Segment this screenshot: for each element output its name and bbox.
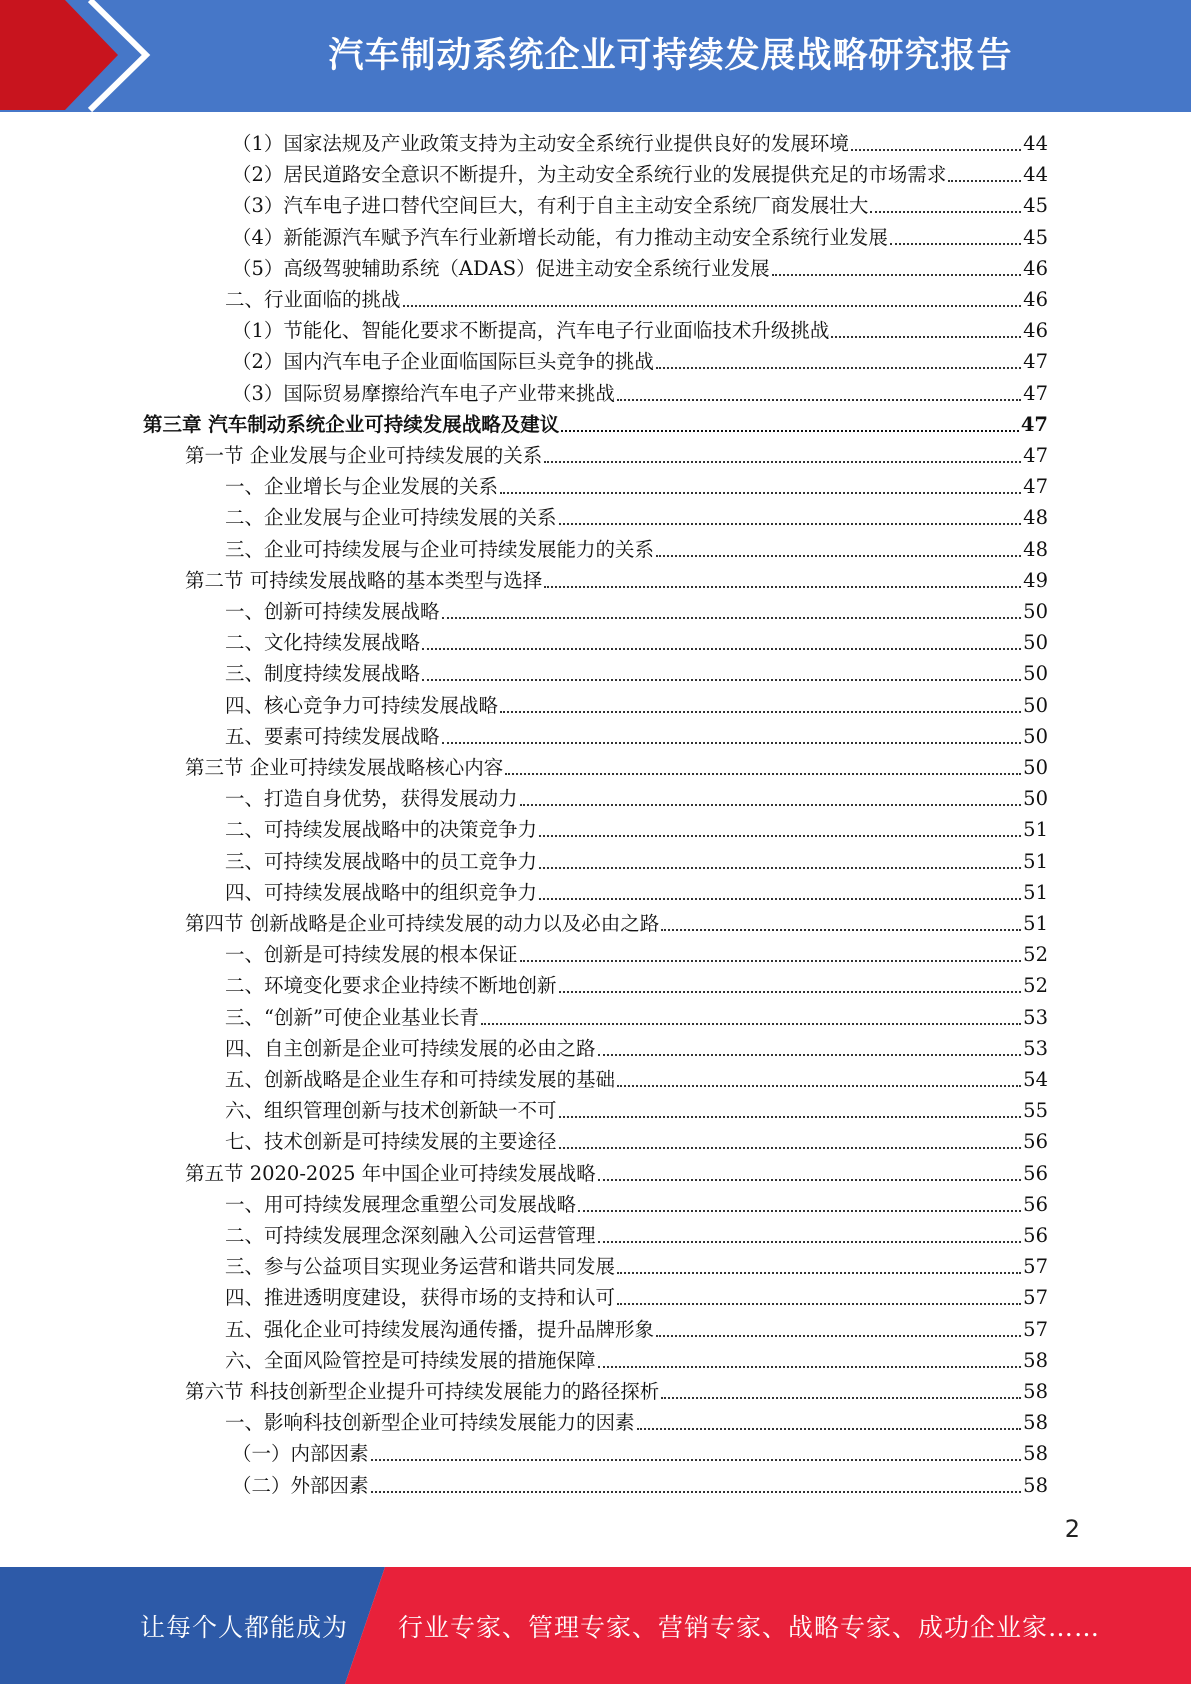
toc-entry-page: 52	[1023, 943, 1048, 967]
toc-leader-dots	[598, 1179, 1021, 1181]
toc-entry[interactable]	[232, 190, 1048, 221]
toc-entry[interactable]	[185, 752, 1048, 783]
toc-entry[interactable]	[225, 1189, 1048, 1220]
toc-entry[interactable]	[225, 1002, 1048, 1033]
toc-entry-page: 58	[1023, 1473, 1048, 1497]
toc-entry-label: 第三节 企业可持续发展战略核心内容	[185, 756, 504, 779]
toc-entry-page: 57	[1023, 1317, 1048, 1341]
toc-entry-page: 55	[1023, 1099, 1048, 1123]
toc-entry-page: 57	[1023, 1286, 1048, 1310]
toc-entry-label: 三、“创新”可使企业基业长青	[225, 1005, 479, 1029]
page-header	[0, 0, 1191, 112]
toc-entry-label: （3）国际贸易摩擦给汽车电子产业带来挑战	[232, 381, 615, 405]
toc-entry[interactable]	[225, 970, 1048, 1001]
toc-leader-dots	[617, 1272, 1021, 1274]
toc-leader-dots	[637, 1428, 1022, 1430]
toc-leader-dots	[559, 1116, 1022, 1118]
toc-entry-label: 第五节 2020-2025 年中国企业可持续发展战略	[185, 1161, 596, 1185]
toc-leader-dots	[539, 835, 1021, 837]
toc-entry-page: 58	[1023, 1442, 1048, 1466]
toc-entry[interactable]	[185, 1158, 1048, 1189]
toc-entry-page: 51	[1023, 818, 1048, 842]
toc-entry-label: 五、强化企业可持续发展沟通传播，提升品牌形象	[225, 1317, 655, 1341]
toc-leader-dots	[403, 305, 1022, 307]
toc-entry[interactable]	[225, 877, 1048, 908]
toc-leader-dots	[656, 555, 1021, 557]
toc-leader-dots	[598, 1241, 1022, 1243]
toc-entry[interactable]	[225, 596, 1048, 627]
toc-leader-dots	[422, 679, 1021, 681]
toc-leader-dots	[617, 1303, 1021, 1305]
toc-leader-dots	[948, 180, 1021, 182]
toc-leader-dots	[544, 586, 1021, 588]
toc-entry-page: 47	[1020, 412, 1048, 436]
toc-leader-dots	[851, 149, 1021, 151]
toc-leader-dots	[481, 1023, 1021, 1025]
toc-entry[interactable]	[143, 409, 1048, 440]
toc-entry[interactable]	[232, 346, 1048, 377]
toc-leader-dots	[656, 367, 1021, 369]
toc-entry-page: 50	[1023, 600, 1048, 623]
toc-entry[interactable]	[185, 908, 1048, 939]
toc-leader-dots	[772, 274, 1022, 276]
toc-entry[interactable]	[225, 1064, 1048, 1095]
toc-entry-page: 45	[1023, 225, 1048, 249]
toc-leader-dots	[617, 1085, 1021, 1087]
toc-entry-page: 47	[1023, 475, 1048, 499]
toc-entry-label: 第六节 科技创新型企业提升可持续发展能力的路径探析	[185, 1380, 660, 1403]
toc-leader-dots	[442, 742, 1022, 744]
page-footer	[0, 1567, 1191, 1684]
toc-entry-page: 51	[1023, 880, 1048, 904]
toc-leader-dots	[500, 492, 1021, 494]
toc-entry[interactable]	[225, 783, 1048, 814]
toc-entry-label: 三、制度持续发展战略	[225, 662, 421, 686]
toc-entry-label: 二、行业面临的挑战	[225, 288, 401, 311]
toc-entry-label: （2）居民道路安全意识不断提升，为主动安全系统行业的发展提供充足的市场需求	[232, 163, 947, 187]
toc-leader-dots	[831, 336, 1021, 338]
toc-leader-dots	[539, 898, 1021, 900]
toc-entry-page: 57	[1023, 1255, 1048, 1279]
toc-entry[interactable]	[225, 690, 1048, 721]
toc-entry-label: 五、创新战略是企业生存和可持续发展的基础	[225, 1068, 616, 1091]
toc-leader-dots	[559, 1147, 1022, 1149]
toc-entry[interactable]	[225, 471, 1048, 502]
toc-entry-label: 六、全面风险管控是可持续发展的措施保障	[225, 1348, 596, 1372]
toc-entry[interactable]	[225, 1126, 1048, 1157]
toc-entry-page: 54	[1023, 1068, 1048, 1091]
toc-entry-label: 六、组织管理创新与技术创新缺一不可	[225, 1099, 557, 1123]
toc-entry-page: 51	[1023, 849, 1048, 873]
toc-leader-dots	[661, 929, 1021, 931]
toc-entry[interactable]	[225, 627, 1048, 658]
toc-entry-label: 四、自主创新是企业可持续发展的必由之路	[225, 1036, 596, 1060]
toc-entry[interactable]	[225, 502, 1048, 533]
toc-leader-dots	[539, 867, 1021, 869]
toc-entry-page: 46	[1023, 319, 1048, 343]
toc-entry-page: 58	[1023, 1348, 1048, 1372]
toc-leader-dots	[661, 1397, 1021, 1399]
toc-entry[interactable]	[225, 1033, 1048, 1064]
toc-leader-dots	[559, 991, 1022, 993]
toc-leader-dots	[371, 1491, 1022, 1493]
toc-entry-page: 50	[1023, 662, 1048, 686]
toc-entry[interactable]	[232, 1438, 1048, 1469]
toc-entry[interactable]	[225, 1282, 1048, 1313]
toc-entry-page: 56	[1023, 1192, 1048, 1216]
toc-entry-page: 48	[1023, 506, 1048, 530]
toc-entry-page: 44	[1023, 132, 1048, 155]
toc-entry[interactable]	[232, 315, 1048, 346]
toc-entry[interactable]	[185, 565, 1048, 596]
toc-entry-page: 50	[1023, 724, 1048, 748]
toc-entry-label: 一、创新是可持续发展的根本保证	[225, 943, 518, 967]
toc-entry-page: 45	[1023, 194, 1048, 218]
toc-entry-label: 第二节 可持续发展战略的基本类型与选择	[185, 568, 543, 592]
toc-entry-label: （5）高级驾驶辅助系统（ADAS）促进主动安全系统行业发展	[232, 256, 770, 280]
toc-entry[interactable]	[225, 939, 1048, 970]
toc-entry-label: （1）节能化、智能化要求不断提高，汽车电子行业面临技术升级挑战	[232, 319, 830, 343]
toc-entry-page: 56	[1023, 1130, 1048, 1154]
toc-entry[interactable]	[225, 1251, 1048, 1282]
toc-entry-label: 七、技术创新是可持续发展的主要途径	[225, 1130, 557, 1154]
toc-entry-label: 二、可持续发展理念深刻融入公司运营管理	[225, 1224, 596, 1247]
toc-entry-label: 一、用可持续发展理念重塑公司发展战略	[225, 1192, 577, 1216]
toc-entry-label: 二、可持续发展战略中的决策竞争力	[225, 818, 538, 842]
toc-entry-page: 51	[1023, 912, 1048, 935]
toc-entry-page: 53	[1023, 1036, 1048, 1060]
toc-entry[interactable]	[232, 222, 1048, 253]
toc-entry-label: （3）汽车电子进口替代空间巨大，有利于自主主动安全系统厂商发展壮大	[232, 194, 869, 218]
toc-entry[interactable]	[232, 378, 1048, 409]
toc-entry-label: 五、要素可持续发展战略	[225, 724, 440, 748]
toc-entry[interactable]	[225, 846, 1048, 877]
toc-entry-label: 第一节 企业发展与企业可持续发展的关系	[185, 444, 543, 467]
toc-leader-dots	[544, 461, 1021, 463]
toc-entry[interactable]	[232, 159, 1048, 190]
toc-entry[interactable]	[225, 1095, 1048, 1126]
toc-entry-label: 四、可持续发展战略中的组织竞争力	[225, 880, 538, 904]
toc-entry-page: 52	[1023, 974, 1048, 998]
toc-leader-dots	[500, 711, 1021, 713]
toc-entry-label: （4）新能源汽车赋予汽车行业新增长动能，有力推动主动安全系统行业发展	[232, 225, 888, 249]
toc-entry-page: 50	[1023, 756, 1048, 779]
toc-leader-dots	[870, 211, 1021, 213]
toc-entry[interactable]	[225, 658, 1048, 689]
toc-entry-label: 一、影响科技创新型企业可持续发展能力的因素	[225, 1411, 635, 1435]
toc-entry-label: 第四节 创新战略是企业可持续发展的动力以及必由之路	[185, 912, 660, 935]
toc-entry[interactable]	[225, 1407, 1048, 1438]
toc-entry[interactable]	[225, 534, 1048, 565]
toc-leader-dots	[656, 1335, 1021, 1337]
toc-entry-label: 三、可持续发展战略中的员工竞争力	[225, 849, 538, 873]
toc-entry-page: 53	[1023, 1005, 1048, 1029]
toc-leader-dots	[520, 960, 1022, 962]
toc-entry-page: 50	[1023, 631, 1048, 655]
footer-slogan-right: 行业专家、管理专家、营销专家、战略专家、成功企业家……	[398, 1612, 1101, 1642]
toc-entry[interactable]	[225, 1220, 1048, 1251]
toc-entry[interactable]	[225, 721, 1048, 752]
toc-entry[interactable]	[225, 814, 1048, 845]
toc-entry-page: 58	[1023, 1380, 1048, 1403]
toc-entry-label: 二、企业发展与企业可持续发展的关系	[225, 506, 557, 530]
toc-leader-dots	[520, 804, 1022, 806]
toc-leader-dots	[890, 243, 1021, 245]
toc-entry[interactable]	[232, 128, 1048, 159]
toc-entry-page: 56	[1023, 1161, 1048, 1185]
toc-entry-page: 50	[1023, 693, 1048, 717]
toc-entry-page: 47	[1023, 350, 1048, 374]
toc-entry[interactable]	[225, 1345, 1048, 1376]
footer-slogan-left: 让每个人都能成为	[140, 1612, 349, 1642]
toc-entry-page: 47	[1023, 381, 1048, 405]
toc-entry-page: 46	[1023, 256, 1048, 280]
toc-leader-dots	[371, 1459, 1022, 1461]
toc-entry-page: 49	[1023, 568, 1048, 592]
toc-leader-dots	[598, 1366, 1022, 1368]
toc-leader-dots	[422, 648, 1021, 650]
toc-entry-label: 第三章 汽车制动系统企业可持续发展战略及建议	[143, 412, 560, 436]
toc-entry[interactable]	[185, 440, 1048, 471]
toc-leader-dots	[442, 617, 1022, 619]
toc-entry-label: （1）国家法规及产业政策支持为主动安全系统行业提供良好的发展环境	[232, 132, 849, 155]
toc-entry-page: 46	[1023, 288, 1048, 311]
toc-leader-dots	[578, 1210, 1021, 1212]
toc-entry-label: 二、文化持续发展战略	[225, 631, 421, 655]
toc-entry-page: 47	[1023, 444, 1048, 467]
toc-entry-label: 四、推进透明度建设，获得市场的支持和认可	[225, 1286, 616, 1310]
toc-entry[interactable]	[225, 284, 1048, 315]
toc-entry-label: （二）外部因素	[232, 1473, 369, 1497]
toc-leader-dots	[505, 773, 1021, 775]
toc-entry-label: 一、打造自身优势，获得发展动力	[225, 787, 518, 811]
toc-entry[interactable]	[225, 1314, 1048, 1345]
report-title: 汽车制动系统企业可持续发展战略研究报告	[328, 35, 1013, 76]
toc-entry-label: 三、企业可持续发展与企业可持续发展能力的关系	[225, 537, 655, 561]
toc-entry-page: 58	[1023, 1411, 1048, 1435]
toc-entry-label: （一）内部因素	[232, 1442, 369, 1466]
toc-leader-dots	[561, 430, 1019, 432]
toc-leader-dots	[559, 523, 1022, 525]
toc-entry-label: 一、企业增长与企业发展的关系	[225, 475, 499, 499]
toc-entry-label: （2）国内汽车电子企业面临国际巨头竞争的挑战	[232, 350, 654, 374]
toc-entry-page: 56	[1023, 1224, 1048, 1247]
toc-leader-dots	[617, 399, 1021, 401]
toc-entry-label: 二、环境变化要求企业持续不断地创新	[225, 974, 557, 998]
toc-entry-page: 48	[1023, 537, 1048, 561]
page-number: 2	[1064, 1515, 1080, 1543]
toc-entry-label: 四、核心竞争力可持续发展战略	[225, 693, 499, 717]
toc-entry-label: 一、创新可持续发展战略	[225, 600, 440, 623]
toc-entry-page: 50	[1023, 787, 1048, 811]
toc-entry[interactable]	[232, 1470, 1048, 1501]
toc-entry-label: 三、参与公益项目实现业务运营和谐共同发展	[225, 1255, 616, 1279]
toc-entry[interactable]	[232, 253, 1048, 284]
toc-entry-page: 44	[1023, 163, 1048, 187]
toc-entry[interactable]	[185, 1376, 1048, 1407]
toc-leader-dots	[598, 1054, 1022, 1056]
